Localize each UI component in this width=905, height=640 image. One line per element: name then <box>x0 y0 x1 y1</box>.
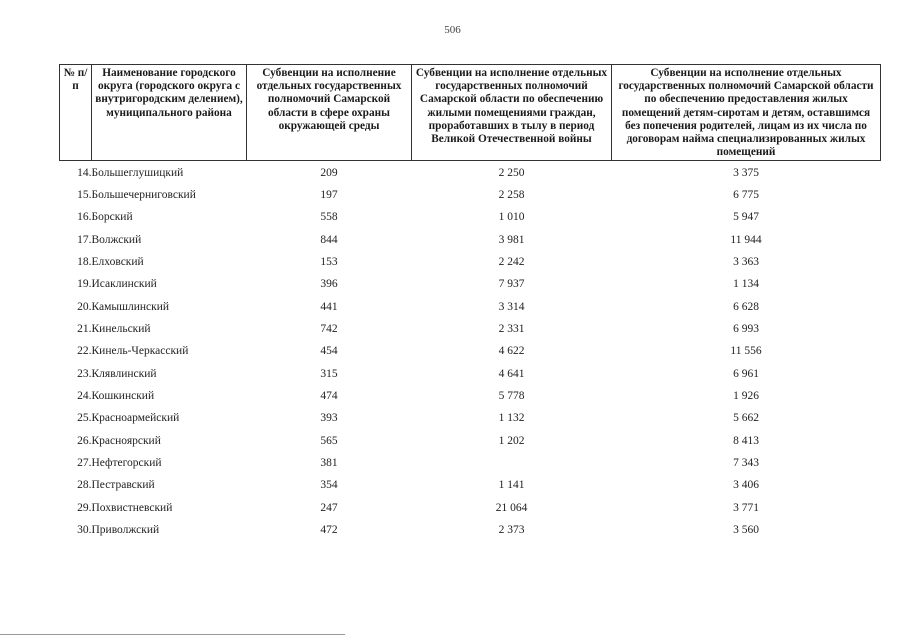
municipality-name: Борский <box>91 211 133 224</box>
row-number: 18. <box>77 255 92 268</box>
orphans-housing-amount: 11 556 <box>730 345 762 358</box>
municipality-name: Красноармейский <box>91 412 180 425</box>
row-number: 26. <box>77 434 92 447</box>
municipality-name: Исаклинский <box>91 278 157 291</box>
table-row <box>60 430 881 452</box>
table-row <box>60 340 881 362</box>
wartime-housing-amount: 4 641 <box>498 367 525 380</box>
orphans-housing-amount: 8 413 <box>733 434 759 447</box>
table-row <box>60 184 881 206</box>
row-number: 29. <box>77 501 92 514</box>
municipality-name: Камышлинский <box>91 300 170 313</box>
row-number: 19. <box>77 278 92 291</box>
municipality-name: Приволжский <box>91 524 160 537</box>
wartime-housing-amount: 2 373 <box>498 524 525 537</box>
row-number: 16. <box>77 211 92 224</box>
table-header <box>60 65 881 161</box>
table-row <box>60 206 881 228</box>
orphans-housing-amount: 3 375 <box>733 166 759 179</box>
wartime-housing-amount: 1 010 <box>498 211 525 224</box>
environment-amount: 396 <box>320 278 338 291</box>
row-number: 15. <box>77 188 92 201</box>
environment-amount: 354 <box>320 479 338 492</box>
header-number: № п/п <box>60 65 92 161</box>
header-row <box>60 65 881 161</box>
wartime-housing-amount: 4 622 <box>498 345 525 358</box>
row-number: 20. <box>77 300 92 313</box>
environment-amount: 558 <box>320 211 338 224</box>
wartime-housing-amount: 1 132 <box>498 412 525 425</box>
orphans-housing-amount: 1 134 <box>733 278 759 291</box>
wartime-housing-amount: 1 202 <box>498 434 525 447</box>
footnote-divider <box>0 634 345 635</box>
table-row <box>60 497 881 519</box>
environment-amount: 742 <box>320 323 338 335</box>
municipality-name: Нефтегорский <box>91 457 162 470</box>
municipality-name: Елховский <box>91 255 144 268</box>
environment-amount: 247 <box>320 501 338 514</box>
page-number: 506 <box>444 24 461 36</box>
municipality-name: Похвистневский <box>91 501 173 514</box>
row-number: 17. <box>77 233 92 246</box>
row-number: 23. <box>77 367 92 380</box>
table-row <box>60 161 881 184</box>
row-number: 30. <box>77 524 92 537</box>
environment-amount: 197 <box>320 188 338 201</box>
orphans-housing-amount: 6 993 <box>733 323 759 335</box>
wartime-housing-amount: 2 250 <box>498 166 525 179</box>
orphans-housing-amount: 11 944 <box>730 233 762 246</box>
row-number: 25. <box>77 412 92 425</box>
wartime-housing-amount: 5 778 <box>498 390 525 403</box>
environment-amount: 393 <box>320 412 338 425</box>
municipality-name: Кошкинский <box>91 390 155 403</box>
wartime-housing-amount: 7 937 <box>498 278 525 291</box>
orphans-housing-amount: 3 363 <box>733 255 759 268</box>
orphans-housing-amount: 5 947 <box>733 211 759 224</box>
orphans-housing-amount: 7 343 <box>733 457 759 470</box>
table-row <box>60 273 881 295</box>
table-row <box>60 452 881 474</box>
table-row <box>60 318 881 340</box>
table-row <box>60 407 881 429</box>
orphans-housing-amount: 6 628 <box>733 300 759 313</box>
environment-amount: 454 <box>320 345 338 358</box>
environment-amount: 209 <box>320 166 338 179</box>
environment-amount: 315 <box>320 367 338 380</box>
environment-amount: 565 <box>320 434 338 447</box>
subventions-table-container <box>59 64 880 541</box>
municipality-name: Волжский <box>91 233 142 246</box>
environment-amount: 472 <box>320 524 338 537</box>
row-number: 21. <box>77 323 92 335</box>
municipality-name: Красноярский <box>91 434 161 447</box>
municipality-name: Большечерниговский <box>91 188 196 201</box>
table-row <box>60 519 881 541</box>
row-number: 24. <box>77 390 92 403</box>
table-row <box>60 251 881 273</box>
wartime-housing-amount <box>412 452 612 474</box>
environment-amount: 153 <box>320 255 338 268</box>
table-body <box>60 161 881 541</box>
table-row <box>60 474 881 496</box>
wartime-housing-amount: 21 064 <box>495 501 528 514</box>
header-municipality: Наименование городского округа (городского округа с внутригородским делением), муниципального района <box>92 65 247 161</box>
municipality-name: Кинель-Черкасский <box>91 345 189 358</box>
environment-amount: 441 <box>320 300 338 313</box>
wartime-housing-amount: 2 258 <box>498 188 525 201</box>
environment-amount: 844 <box>320 233 338 246</box>
municipality-name: Клявлинский <box>91 367 157 380</box>
header-orphans-housing-subvention: Субвенции на исполнение отдельных государственных полномочий Самарской области по обеспечению предоставления жилых помещений детям-сиротам и детям, оставшимся без попечения родителей, лицам из их числа по договорам найма специализированных жилых помещений <box>612 65 881 161</box>
row-number: 22. <box>77 345 92 358</box>
row-number: 14. <box>77 166 92 179</box>
wartime-housing-amount: 3 314 <box>498 300 525 313</box>
orphans-housing-amount: 5 662 <box>733 412 759 425</box>
environment-amount: 474 <box>320 390 338 403</box>
subventions-table <box>59 64 881 541</box>
header-wartime-workers-housing-subvention: Субвенции на исполнение отдельных государственных полномочий Самарской области по обеспечению жилыми помещениями граждан, проработавших в тылу в период Великой Отечественной войны <box>412 65 612 161</box>
table-row <box>60 295 881 317</box>
municipality-name: Кинельский <box>91 323 151 335</box>
municipality-name: Пестравский <box>91 479 155 492</box>
environment-amount: 381 <box>320 457 338 470</box>
header-environment-subvention: Субвенции на исполнение отдельных государственных полномочий Самарской области в сфере охраны окружающей среды <box>247 65 412 161</box>
municipality-name: Большеглушицкий <box>91 166 184 179</box>
row-number: 27. <box>77 457 92 470</box>
wartime-housing-amount: 1 141 <box>498 479 525 492</box>
orphans-housing-amount: 3 771 <box>733 501 759 514</box>
wartime-housing-amount: 3 981 <box>498 233 525 246</box>
table-row <box>60 363 881 385</box>
orphans-housing-amount: 3 406 <box>733 479 759 492</box>
table-row <box>60 228 881 250</box>
wartime-housing-amount: 2 242 <box>498 255 525 268</box>
wartime-housing-amount: 2 331 <box>498 323 525 335</box>
orphans-housing-amount: 1 926 <box>733 390 759 403</box>
table-row <box>60 385 881 407</box>
orphans-housing-amount: 6 775 <box>733 188 759 201</box>
row-number: 28. <box>77 479 92 492</box>
orphans-housing-amount: 3 560 <box>733 524 759 537</box>
orphans-housing-amount: 6 961 <box>733 367 759 380</box>
